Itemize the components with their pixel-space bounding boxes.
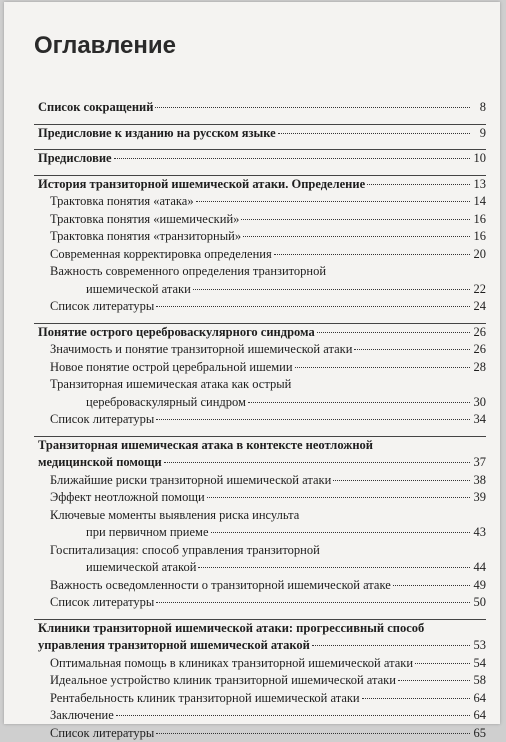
toc-entry-title: Оптимальная помощь в клиниках транзиторной ишемической атаки — [50, 655, 413, 673]
dot-leader — [278, 133, 470, 134]
dot-leader — [156, 733, 470, 734]
dot-leader — [415, 663, 470, 664]
toc-entry-title: Трактовка понятия «транзиторный» — [50, 228, 241, 246]
toc-entry-title: Список сокращений — [38, 99, 153, 117]
toc-chapter — [38, 99, 486, 117]
toc-section — [38, 577, 486, 595]
toc-entry-title-line1: Транзиторная ишемическая атака как острый — [50, 376, 486, 394]
toc-entry-title: Список литературы — [50, 725, 154, 742]
toc-page-number: 64 — [472, 690, 486, 708]
dot-leader — [362, 698, 470, 699]
toc-section — [38, 193, 486, 211]
toc-chapter — [38, 175, 486, 194]
dot-leader — [196, 201, 470, 202]
toc-page-number: 38 — [472, 472, 486, 490]
toc-entry-title: Список литературы — [50, 594, 154, 612]
toc-page-number: 30 — [472, 394, 486, 412]
toc-chapter — [38, 323, 486, 342]
toc-page-number: 14 — [472, 193, 486, 211]
dot-leader — [207, 497, 470, 498]
dot-leader — [193, 289, 470, 290]
toc-section — [38, 655, 486, 673]
toc-entry-title: цереброваскулярный синдром — [86, 394, 246, 412]
toc-entry-title: Значимость и понятие транзиторной ишемической атаки — [50, 341, 352, 359]
toc-entry-title: при первичном приеме — [86, 524, 209, 542]
toc-page-number: 28 — [472, 359, 486, 377]
toc-entry-title: Идеальное устройство клиник транзиторной ишемической атаки — [50, 672, 396, 690]
toc-page-number: 43 — [472, 524, 486, 542]
toc-entry-title: Современная корректировка определения — [50, 246, 272, 264]
toc-page-number: 58 — [472, 672, 486, 690]
page-title: Оглавление — [34, 32, 176, 60]
dot-leader — [198, 567, 470, 568]
dot-leader — [156, 602, 470, 603]
toc-section — [38, 672, 486, 690]
toc-entry-title: ишемической атакой — [86, 559, 196, 577]
dot-leader — [241, 219, 470, 220]
toc-entry-title-line1: Важность современного определения транзиторной — [50, 263, 486, 281]
dot-leader — [393, 585, 470, 586]
toc-entry-title: управления транзиторной ишемической атакой — [38, 637, 310, 655]
toc-page-number: 16 — [472, 211, 486, 229]
toc-entry-title: Предисловие к изданию на русском языке — [38, 125, 276, 143]
toc-entry-title: ишемической атаки — [86, 281, 191, 299]
toc-page-number: 44 — [472, 559, 486, 577]
dot-leader — [155, 107, 470, 108]
toc-section — [38, 211, 486, 229]
toc-section — [38, 472, 486, 490]
dot-leader — [116, 715, 470, 716]
toc-page-number: 65 — [472, 725, 486, 742]
toc-page-number: 9 — [472, 125, 486, 143]
toc-entry-title: Предисловие — [38, 150, 112, 168]
toc-page-number: 34 — [472, 411, 486, 429]
toc-page-number: 54 — [472, 655, 486, 673]
toc-entry-title: Ближайшие риски транзиторной ишемической атаки — [50, 472, 331, 490]
toc-entry-title: Эффект неотложной помощи — [50, 489, 205, 507]
dot-leader — [398, 680, 470, 681]
dot-leader — [312, 645, 470, 646]
toc-entry-title: Понятие острого цереброваскулярного синдрома — [38, 324, 315, 342]
toc-page-number: 50 — [472, 594, 486, 612]
toc-section — [38, 489, 486, 507]
toc-page-number: 10 — [472, 150, 486, 168]
dot-leader — [274, 254, 470, 255]
toc-section — [38, 263, 486, 298]
toc-section — [38, 594, 486, 612]
toc-entry-title: Список литературы — [50, 298, 154, 316]
toc-entry-title-line1: Транзиторная ишемическая атака в контексте неотложной — [38, 437, 486, 455]
toc-entry-title: Новое понятие острой церебральной ишемии — [50, 359, 293, 377]
toc-entry-title: Трактовка понятия «атака» — [50, 193, 194, 211]
toc-page-number: 49 — [472, 577, 486, 595]
dot-leader — [243, 236, 470, 237]
dot-leader — [295, 367, 470, 368]
toc-section — [38, 376, 486, 411]
toc-entry-title: История транзиторной ишемической атаки. Определение — [38, 176, 365, 194]
toc-entry-title: Важность осведомленности о транзиторной ишемической атаке — [50, 577, 391, 595]
toc-entry-title-line1: Госпитализация: способ управления транзиторной — [50, 542, 486, 560]
table-of-contents — [38, 99, 486, 742]
toc-page-number: 39 — [472, 489, 486, 507]
dot-leader — [367, 184, 470, 185]
toc-page-number: 37 — [472, 454, 486, 472]
dot-leader — [156, 306, 470, 307]
toc-section — [38, 341, 486, 359]
toc-chapter — [38, 149, 486, 168]
toc-page-number: 16 — [472, 228, 486, 246]
toc-page-number: 20 — [472, 246, 486, 264]
toc-section — [38, 690, 486, 708]
toc-page-number: 13 — [472, 176, 486, 194]
toc-page-number: 26 — [472, 324, 486, 342]
toc-section — [38, 542, 486, 577]
dot-leader — [333, 480, 470, 481]
toc-entry-title: Трактовка понятия «ишемический» — [50, 211, 239, 229]
book-page — [4, 2, 500, 724]
dot-leader — [114, 158, 470, 159]
toc-page-number: 26 — [472, 341, 486, 359]
dot-leader — [156, 419, 470, 420]
toc-chapter — [38, 436, 486, 472]
dot-leader — [354, 349, 470, 350]
toc-entry-title: Список литературы — [50, 411, 154, 429]
toc-section — [38, 411, 486, 429]
dot-leader — [164, 462, 470, 463]
toc-section — [38, 725, 486, 742]
toc-entry-title-line1: Клиники транзиторной ишемической атаки: прогрессивный способ — [38, 620, 486, 638]
toc-section — [38, 298, 486, 316]
toc-page-number: 8 — [472, 99, 486, 117]
dot-leader — [317, 332, 470, 333]
toc-entry-title: Заключение — [50, 707, 114, 725]
toc-section — [38, 707, 486, 725]
toc-entry-title: медицинской помощи — [38, 454, 162, 472]
toc-chapter — [38, 619, 486, 655]
toc-entry-title-line1: Ключевые моменты выявления риска инсульта — [50, 507, 486, 525]
dot-leader — [248, 402, 470, 403]
toc-page-number: 24 — [472, 298, 486, 316]
toc-page-number: 64 — [472, 707, 486, 725]
toc-entry-title: Рентабельность клиник транзиторной ишемической атаки — [50, 690, 360, 708]
toc-section — [38, 359, 486, 377]
toc-section — [38, 246, 486, 264]
toc-section — [38, 228, 486, 246]
toc-chapter — [38, 124, 486, 143]
toc-section — [38, 507, 486, 542]
toc-page-number: 53 — [472, 637, 486, 655]
dot-leader — [211, 532, 471, 533]
toc-page-number: 22 — [472, 281, 486, 299]
